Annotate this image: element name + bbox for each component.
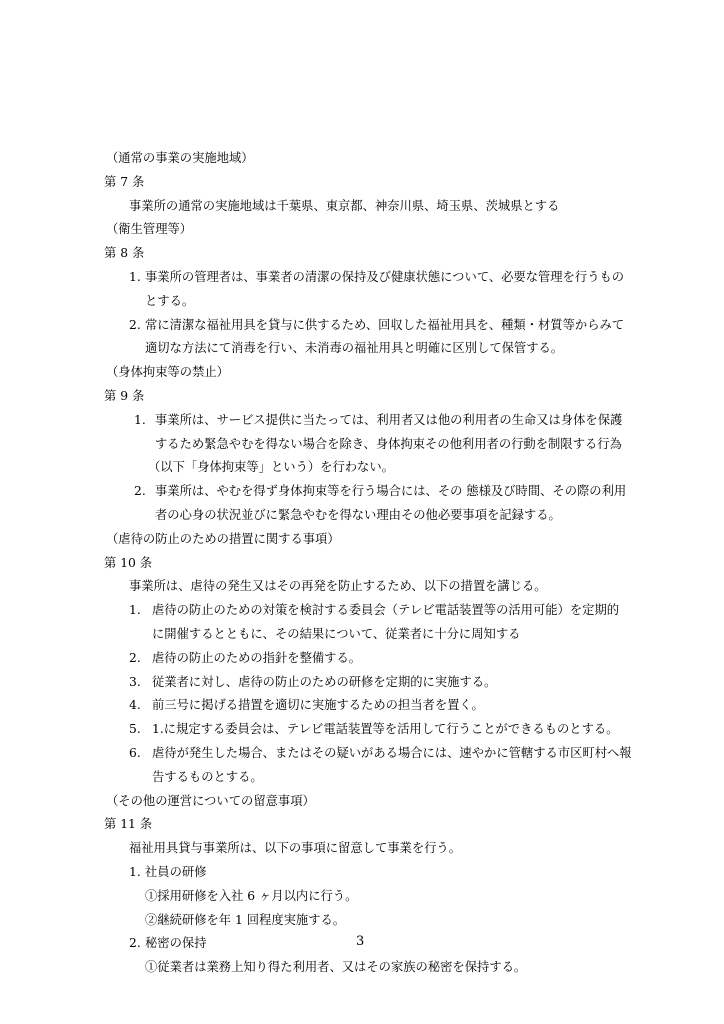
item-text: 告するものとする。 [152,770,263,784]
article-number: 第 11 条 [104,817,153,831]
item-text: とする。 [145,294,195,308]
item-number: 1. [129,865,141,879]
page-number: 3 [356,934,365,949]
item-number: 2. [129,651,141,665]
item-number: 2. [134,484,146,498]
item-text: 虐待の防止のための対策を検討する委員会（テレビ電話装置等の活用可能）を定期的 [152,603,620,617]
item-text: 事業所は、やむを得ず身体拘束等を行う場合には、その 態様及び時間、その際の利用 [155,484,627,498]
item-text: （以下「身体拘束等」という）を行わない。 [148,460,394,474]
item-text: するため緊急やむを得ない場合を除き、身体拘束その他利用者の行動を制限する行為 [155,437,622,451]
item-number: 2. [129,318,141,332]
article-number: 第 7 条 [104,175,145,189]
item-text: 前三号に掲げる措置を適切に実施するための担当者を置く。 [152,698,484,712]
item-number: 1. [129,603,141,617]
item-number: 1. [129,270,141,284]
item-number: 4. [129,698,141,712]
article-body: 事業所は、虐待の発生又はその再発を防止するため、以下の措置を講じる。 [129,579,547,593]
item-text: に開催するとともに、その結果について、従業者に十分に周知する [152,627,521,641]
sub-item-text: ①従業者は業務上知り得た利用者、又はその家族の秘密を保持する。 [145,960,527,974]
item-text: 者の心身の状況並びに緊急やむを得ない理由その他必要事項を記録する。 [155,508,561,522]
item-text: 社員の研修 [145,865,207,879]
article-number: 第 9 条 [104,389,145,403]
section-heading: （通常の事業の実施地域） [106,151,254,165]
article-number: 第 8 条 [104,246,145,260]
item-number: 1. [134,413,146,427]
item-text: 従業者に対し、虐待の防止のための研修を定期的に実施する。 [152,675,497,689]
item-text: 事業所の管理者は、事業者の清潔の保持及び健康状態について、必要な管理を行うもの [145,270,625,284]
article-body: 事業所の通常の実施地域は千葉県、東京都、神奈川県、埼玉県、茨城県とする [129,199,560,213]
sub-item-text: ②継続研修を年 1 回程度実施する。 [145,913,346,927]
item-number: 6. [129,746,141,760]
article-body: 福祉用具貸与事業所は、以下の事項に留意して事業を行う。 [129,841,462,855]
sub-item-text: ①採用研修を入社 6 ヶ月以内に行う。 [145,889,358,903]
item-number: 5. [129,722,141,736]
item-number: 2. [129,936,141,950]
item-text: 虐待の防止のための指針を整備する。 [152,651,362,665]
section-heading: （虐待の防止のための措置に関する事項） [106,532,340,546]
item-text: 虐待が発生した場合、またはその疑いがある場合には、速やかに管轄する市区町村へ報 [152,746,632,760]
section-heading: （その他の運営についての留意事項） [106,794,315,808]
item-number: 3. [129,675,141,689]
item-text: 常に清潔な福祉用具を貸与に供するため、回収した福祉用具を、種類・材質等からみて [145,318,625,332]
item-text: 事業所は、サービス提供に当たっては、利用者又は他の利用者の生命又は身体を保護 [155,413,623,427]
section-heading: （身体拘束等の禁止） [106,365,229,379]
article-number: 第 10 条 [104,556,153,570]
item-text: 1.に規定する委員会は、テレビ電話装置等を活用して行うことができるものとする。 [152,722,619,736]
item-text: 秘密の保持 [145,936,207,950]
item-text: 適切な方法にて消毒を行い、未消毒の福祉用具と明確に区別して保管する。 [145,341,564,355]
section-heading: （衛生管理等） [106,222,193,236]
